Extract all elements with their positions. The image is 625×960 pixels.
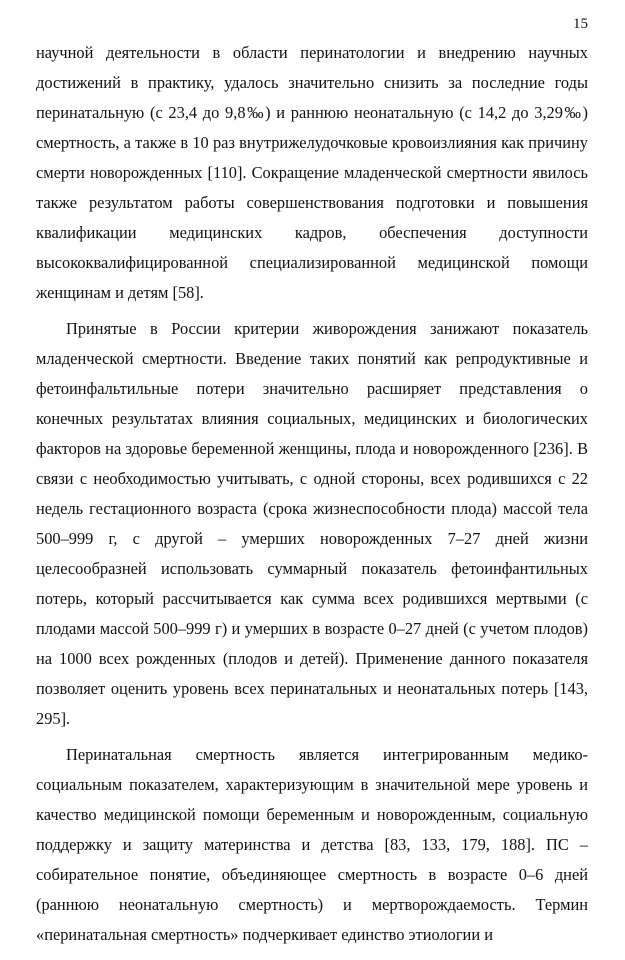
- paragraph-1: научной деятельности в области перинатологии и внедрению научных достижений в практику, удалось значительно снизить за последние годы перинатальную (с 23,4 до 9,8‰) и раннюю неонатальную (с 14,2 до 3,29‰) смертность, а также в 10 раз внутрижелудочковые кровоизлияния как причину смерти новорожденных [110]. Сокращение младенческой смертности явилось также результатом работы совершенствования подготовки и повышения квалификации медицинских кадров, обеспечения доступности высококвалифицированной специализированной медицинской помощи женщинам и детям [58].: [36, 43, 588, 302]
- paragraph-2: Принятые в России критерии живорождения занижают показатель младенческой смертности. Введение таких понятий как репродуктивные и фетоинфальтильные потери значительно расширяет представления о конечных результатах влияния социальных, медицинских и биологических факторов на здоровье беременной женщины, плода и новорожденного [236]. В связи с необходимостью учитывать, с одной стороны, всех родившихся с 22 недель гестационного возраста (срока жизнеспособности плода) массой тела 500–999 г, с другой – умерших новорожденных 7–27 дней жизни целесообразней использовать суммарный показатель фетоинфантильных потерь, который рассчитывается как сумма всех родившихся мертвыми (с плодами массой 500–999 г) и умерших в возрасте 0–27 дней (с учетом плодов) на 1000 всех рожденных (плодов и детей). Применение данного показателя позволяет оценить уровень всех перинатальных и неонатальных потерь [143, 295].: [36, 319, 588, 728]
- paragraph-3: Перинатальная смертность является интегрированным медико-социальным показателем, характеризующим в значительной мере уровень и качество медицинской помощи беременным и новорожденным, социальную поддержку и защиту материнства и детства [83, 133, 179, 188]. ПС – собирательное понятие, объединяющее смертность в возрасте 0–6 дней (раннюю неонатальную смертность) и мертворождаемость. Термин «перинатальная смертность» подчеркивает единство этиологии и: [36, 745, 588, 944]
- body-text: [36, 38, 588, 956]
- page-number: 15: [573, 16, 588, 32]
